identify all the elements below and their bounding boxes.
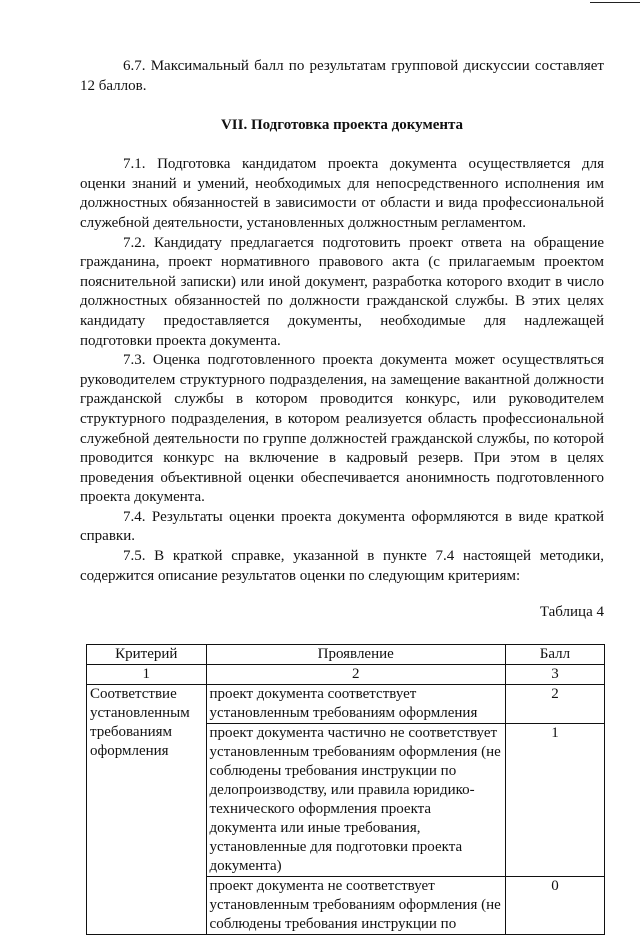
paragraph-6-7: 6.7. Максимальный балл по результатам групповой дискуссии составляет 12 баллов. [80,58,604,94]
score-cell: 1 [505,724,604,877]
paragraph-7-3: 7.3. Оценка подготовленного проекта документа может осуществляться руководителем структурного подразделения, на замещение вакантной должности гражданской службы в котором проводится конкурс, или руководителем структурного подразделения, в котором реализуется область профессиональной служебной деятельности по группе должностей гражданской службы, по которой проводится конкурс на включение в кадровый резерв. При этом в целях проведения объективной оценки обеспечивается анонимность подготовленного проекта документа. [80,352,604,506]
description-cell: проект документа частично не соответствует установленным требованиям оформления (не соблюдены требования инструкции по делопроизводству, или правила юридико-технического оформления проекта документа или иные требования, установленные для подготовки проекта документа) [206,724,505,877]
paragraph-7-1: 7.1. Подготовка кандидатом проекта документа осуществляется для оценки знаний и умений, необходимых для непосредственного исполнения им должностных обязанностей в зависимости от области и вида профессиональной служебной деятельности, установленных должностным регламентом. [80,156,604,231]
page-edge-line [590,2,640,3]
column-number: 3 [505,665,604,685]
header-score: Балл [505,645,604,665]
description-cell: проект документа не соответствует установленным требованиям оформления (не соблюдены требования инструкции по [206,877,505,935]
table-row [87,685,605,724]
header-criterion: Критерий [87,645,207,665]
document-page [80,57,604,935]
table-header-row [87,645,605,665]
description-cell: проект документа соответствует установленным требованиям оформления [206,685,505,724]
paragraph-7-2: 7.2. Кандидату предлагается подготовить проект ответа на обращение гражданина, проект нормативного правового акта (с прилагаемым проектом пояснительной записки) или иной документ, разработка которого входит в число должностных обязанностей по должности гражданской службы. В этих целях кандидату предоставляется документы, необходимые для надлежащей подготовки проекта документа. [80,234,604,349]
criteria-table [86,644,605,935]
header-manifestation: Проявление [206,645,505,665]
column-number: 1 [87,665,207,685]
section-heading: VII. Подготовка проекта документа [220,117,464,134]
score-cell: 2 [505,685,604,724]
score-cell: 0 [505,877,604,935]
column-number: 2 [206,665,505,685]
table-caption: Таблица 4 [539,604,604,621]
criterion-cell: Соответствие установленным требованиям оформления [87,685,207,935]
paragraph-7-4: 7.4. Результаты оценки проекта документа оформляются в виде краткой справки. [80,508,604,545]
table-number-row [87,665,605,685]
paragraph-7-5: 7.5. В краткой справке, указанной в пункте 7.4 настоящей методики, содержится описание результатов оценки по следующим критериям: [80,548,604,584]
